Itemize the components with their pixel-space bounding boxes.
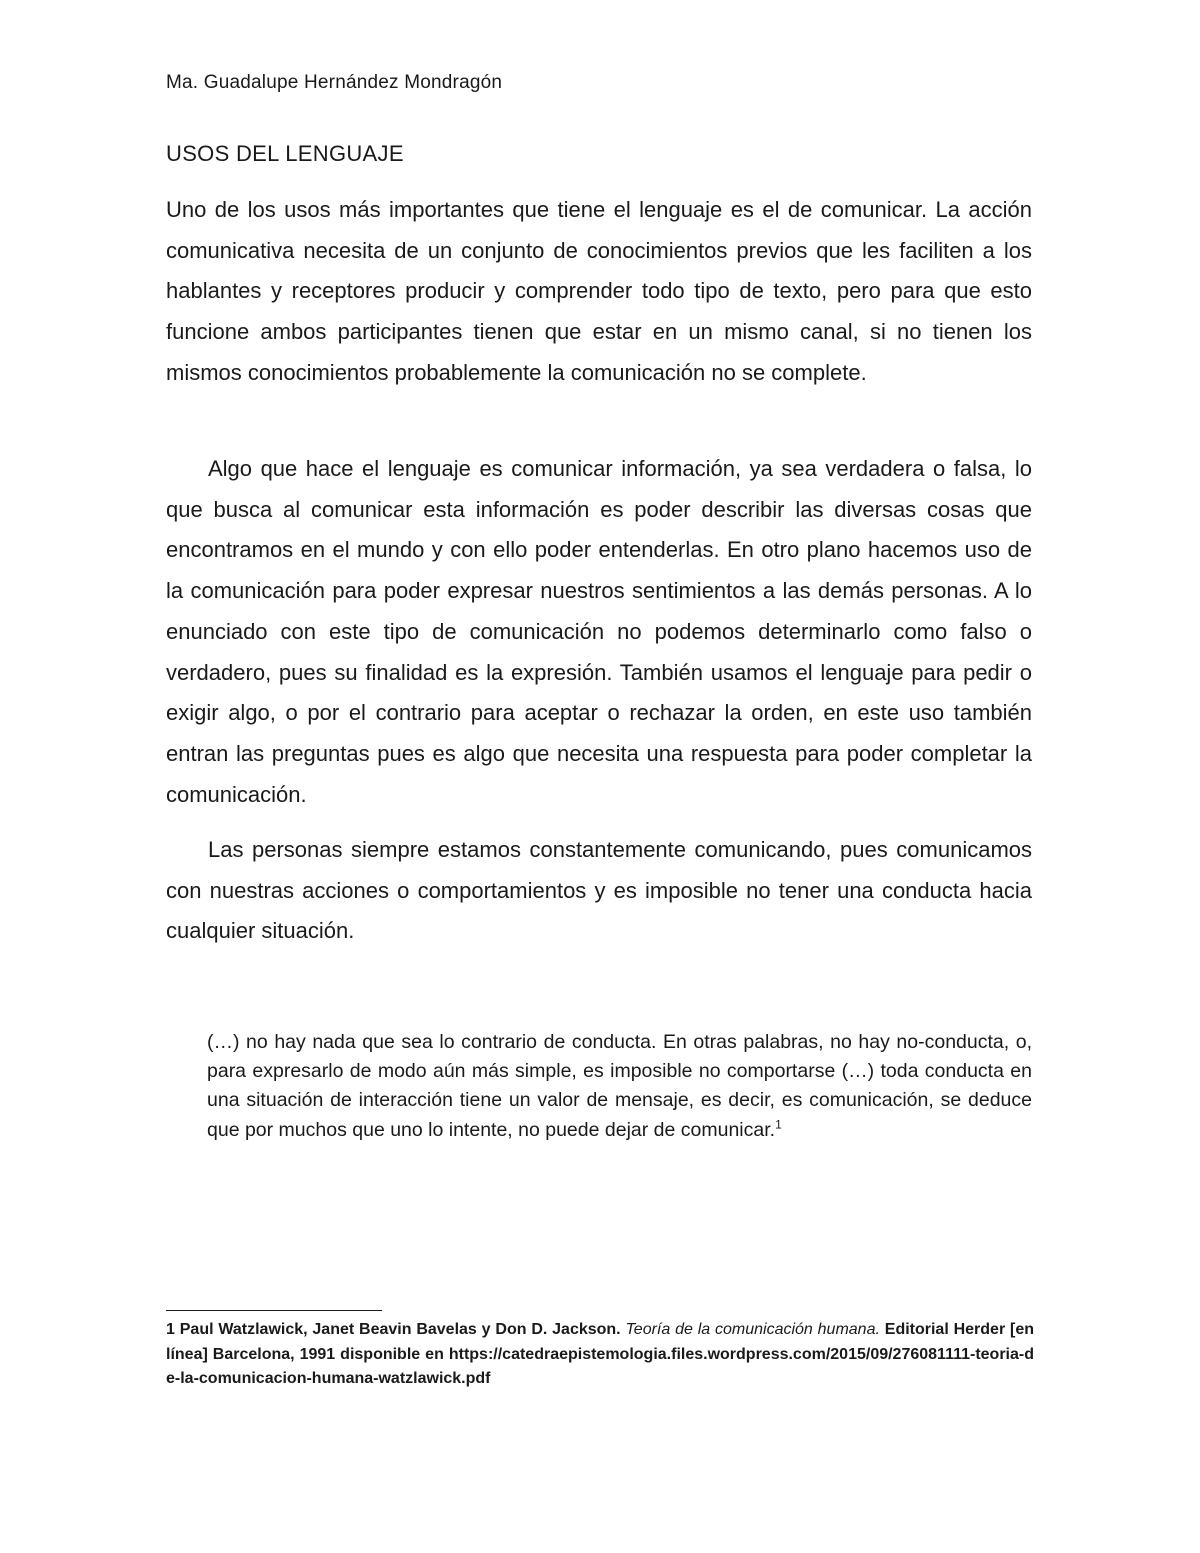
footnote-work-title: Teoría de la comunicación humana. — [625, 1321, 880, 1338]
footnote-separator — [166, 1310, 382, 1311]
quote-text: (…) no hay nada que sea lo contrario de conducta. En otras palabras, no hay no-conducta, o, para expresarlo de modo aún más simple, es imposible no comportarse (…) toda conducta en una situación de interacción tiene un valor de mensaje, es decir, es comunicación, se deduce que por muchos que uno lo intente, no puede dejar de comunicar. — [207, 1031, 1032, 1141]
footnote-authors: Paul Watzlawick, Janet Beavin Bavelas y Don D. Jackson. — [179, 1321, 621, 1338]
paragraph-3: Las personas siempre estamos constantemente comunicando, pues comunicamos con nuestras acciones o comportamientos y es imposible no tener una conducta hacia cualquier situación. — [166, 837, 1032, 944]
footnote-url-link[interactable]: https://catedraepistemologia.files.wordpress.com/2015/09/276081111-teoria-de-la-comunicacion-humana-watzlawick.pdf — [166, 1345, 1034, 1387]
footnote-publisher: Editorial Herder [en línea] Barcelona, 1991 disponible en — [166, 1321, 1035, 1363]
footnote-number: 1 — [166, 1321, 175, 1338]
document-title: USOS DEL LENGUAJE — [166, 141, 404, 166]
footnote — [166, 1318, 1034, 1392]
author-header: Ma. Guadalupe Hernández Mondragón — [166, 72, 503, 93]
paragraph-1: Uno de los usos más importantes que tiene el lenguaje es el de comunicar. La acción comunicativa necesita de un conjunto de conocimientos previos que les faciliten a los hablantes y receptores producir y comprender todo tipo de texto, pero para que esto funcione ambos participantes tienen que estar en un mismo canal, si no tienen los mismos conocimientos probablemente la comunicación no se complete. — [166, 197, 1032, 385]
paragraph-2: Algo que hace el lenguaje es comunicar información, ya sea verdadera o falsa, lo que busca al comunicar esta información es poder describir las diversas cosas que encontramos en el mundo y con ello poder entenderlas. En otro plano hacemos uso de la comunicación para poder expresar nuestros sentimientos a las demás personas. A lo enunciado con este tipo de comunicación no podemos determinarlo como falso o verdadero, pues su finalidad es la expresión. También usamos el lenguaje para pedir o exigir algo, o por el contrario para aceptar o rechazar la orden, en este uso también entran las preguntas pues es algo que necesita una respuesta para poder completar la comunicación. — [166, 456, 1032, 807]
block-quote — [207, 1028, 1032, 1145]
footnote-reference[interactable]: 1 — [775, 1117, 782, 1132]
